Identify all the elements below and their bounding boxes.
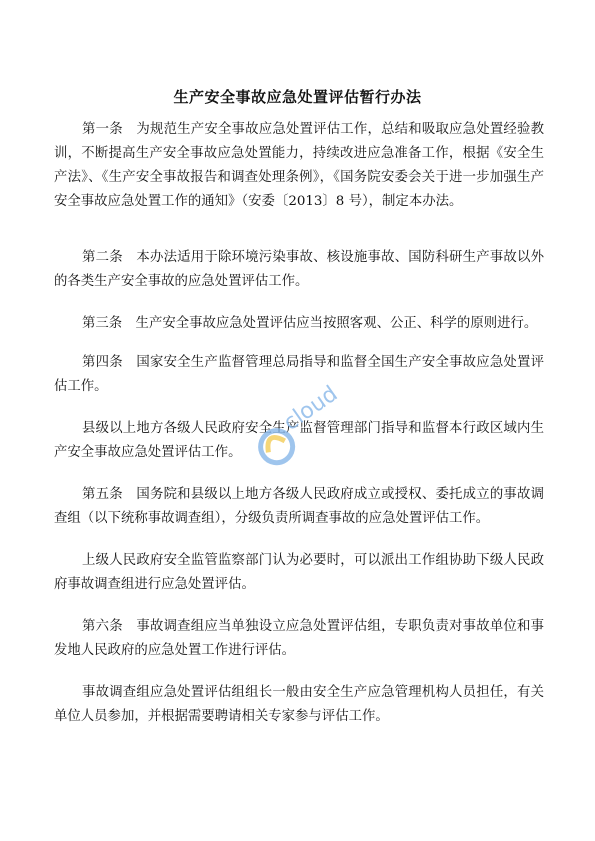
article-6-leader-paragraph: 事故调查组应急处置评估组组长一般由安全生产应急管理机构人员担任，有关单位人员参加，并根据需要聘请相关专家参与评估工作。 — [54, 685, 544, 724]
article-3-paragraph: 第三条 生产安全事故应急处置评估应当按照客观、公正、科学的原则进行。 — [82, 316, 538, 331]
watermark-text: cloud — [279, 381, 343, 437]
article-4-county-paragraph: 县级以上地方各级人民政府安全生产监督管理部门指导和监督本行政区域内生产安全事故应急处置评估工作。 — [54, 421, 544, 460]
article-2-paragraph: 第二条 本办法适用于除环境污染事故、核设施事故、国防科研生产事故以外的各类生产安全事故的应急处置评估工作。 — [54, 250, 544, 289]
document-title: 生产安全事故应急处置评估暂行办法 — [173, 88, 422, 106]
article-4-paragraph: 第四条 国家安全生产监督管理总局指导和监督全国生产安全事故应急处置评估工作。 — [54, 355, 544, 394]
article-5-paragraph: 第五条 国务院和县级以上地方各级人民政府成立或授权、委托成立的事故调查组（以下统称事故调查组），分级负责所调查事故的应急处置评估工作。 — [54, 487, 544, 526]
article-6-paragraph: 第六条 事故调查组应当单独设立应急处置评估组，专职负责对事故单位和事发地人民政府的应急处置工作进行评估。 — [54, 619, 544, 658]
article-1-paragraph: 第一条 为规范生产安全事故应急处置评估工作，总结和吸取应急处置经验教训，不断提高生产安全事故应急处置能力，持续改进应急准备工作，根据《安全生产法》、《生产安全事故报告和调查处理条例》，《国务院安委会关于进一步加强生产安全事故应急处置工作的通知》（安委〔2013〕8 号），制定本办法。 — [54, 122, 544, 209]
article-5-superior-paragraph: 上级人民政府安全监管监察部门认为必要时，可以派出工作组协助下级人民政府事故调查组进行应急处置评估。 — [54, 553, 544, 592]
